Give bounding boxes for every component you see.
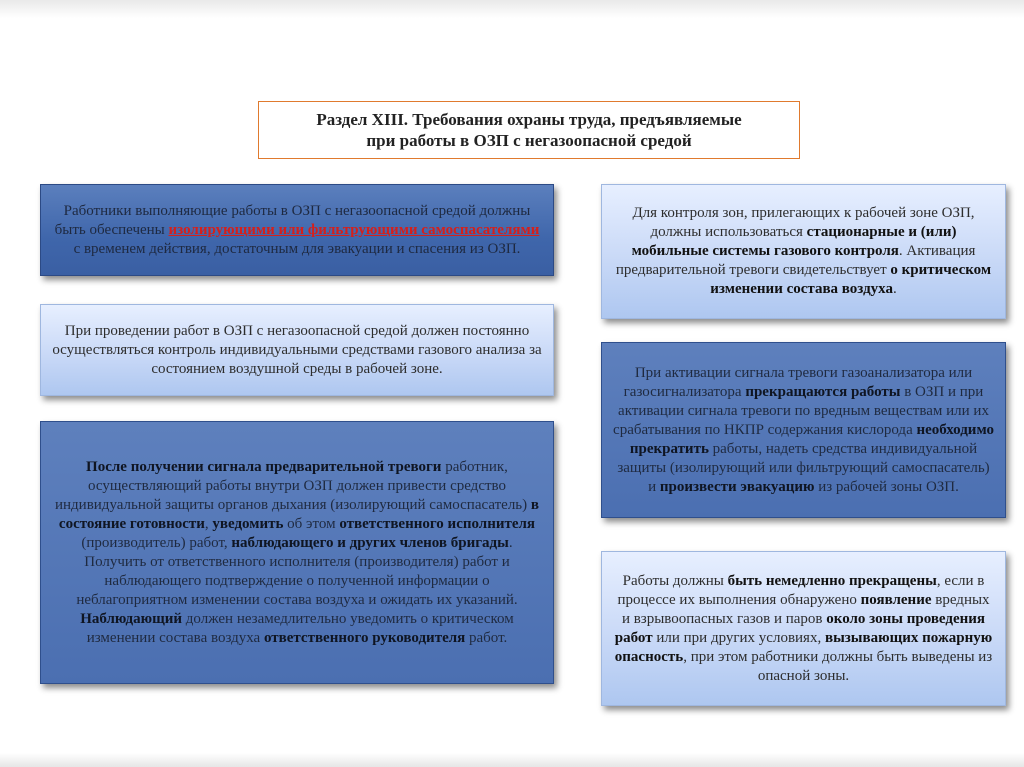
box4-text-2: . Активация предварительной тревоги свидетельствует <box>615 243 976 278</box>
section-title <box>258 101 800 159</box>
box6-bold-3: около зоны проведения работ <box>614 610 986 646</box>
title-line-1: Раздел XIII. Требования охраны труда, предъявляемые <box>316 110 742 129</box>
box1-text-2: с временем действия, достаточным для эвакуации и спасения из ОЗП. <box>73 240 521 257</box>
box6-text-5: , при этом работники должны быть выведены из опасной зоны. <box>683 648 993 684</box>
slide-top-shade <box>0 0 1024 18</box>
box6-text-3: вредных и взрывоопасных газов и паров <box>621 591 990 627</box>
box3-text-5: . Получить от ответственного исполнителя (производителя) работ и наблюдающего подтверждение о полученной информации о неблагоприятном изменении состава воздуха и ожидать их указаний. <box>76 534 518 608</box>
self-rescuer-requirement-box <box>40 184 554 276</box>
box3-bold-6: Наблюдающий <box>80 610 183 627</box>
box6-bold-4: вызывающих пожарную опасность <box>614 629 993 665</box>
box6-bold-1: быть немедленно прекращены <box>727 572 937 589</box>
box5-text-2: в ОЗП и при активации сигнала тревоги по вредным веществам или их срабатывания по НКПР содержания кислорода <box>613 383 989 438</box>
box3-bold-7: ответственного руководителя <box>263 629 466 646</box>
box5-text-4: из рабочей зоны ОЗП. <box>814 478 959 495</box>
box1-text-1: Работники выполняющие работы в ОЗП с негазоопасной средой должны быть обеспечены <box>54 202 531 238</box>
box6-bold-2: появление <box>860 591 932 608</box>
box5-text-1: При активации сигнала тревоги газоанализатора или газосигнализатора <box>623 364 973 400</box>
stationary-gas-control-box <box>601 184 1006 319</box>
box6-text-4: или при других условиях, <box>652 629 825 646</box>
box6-text-1: Работы должны <box>622 572 728 589</box>
box4-text-1: Для контроля зон, прилегающих к рабочей зоне ОЗП, должны использоваться <box>632 205 975 240</box>
box4-bold-2: о критическом изменении состава воздуха <box>710 262 992 297</box>
box4-bold-1: стационарные и (или) мобильные системы газового контроля <box>631 224 957 259</box>
box3-text-2: , <box>204 515 213 532</box>
box5-text-3: работы, надеть средства индивидуальной защиты (изолирующий или фильтрующий самоспасатель) и <box>617 440 990 495</box>
box3-text-6: должен незамедлительно уведомить о критическом изменении состава воздуха <box>86 610 514 646</box>
box3-bold-1: После получении сигнала предварительной тревоги <box>86 458 442 475</box>
box3-bold-2: в состояние готовности <box>58 496 539 532</box>
box4-text-3: . <box>892 281 897 297</box>
title-line-2: при работы в ОЗП с негазоопасной средой <box>366 131 692 150</box>
pre-alarm-procedure-box <box>40 421 554 684</box>
box5-bold-1: прекращаются работы <box>745 383 901 400</box>
box3-bold-3: уведомить <box>212 515 284 532</box>
box2-text: При проведении работ в ОЗП с негазоопасной средой должен постоянно осуществляться контроль индивидуальными средствами газового анализа за состоянием воздушной среды в рабочей зоне. <box>52 322 542 377</box>
slide-bottom-shade <box>0 753 1024 767</box>
stop-work-conditions-box <box>601 551 1006 706</box>
box5-bold-3: произвести эвакуацию <box>659 478 815 495</box>
box3-text-7: работ. <box>465 629 508 646</box>
box6-text-2: , если в процессе их выполнения обнаружено <box>617 572 985 608</box>
box3-bold-4: ответственного исполнителя <box>339 515 536 532</box>
gas-analysis-control-box <box>40 304 554 396</box>
alarm-activation-box <box>601 342 1006 518</box>
box3-text-3: об этом <box>283 515 340 532</box>
box3-text-1: работник, осуществляющий работы внутри ОЗП должен привести средство индивидуальной защиты органов дыхания (изолирующий самоспасатель) <box>54 458 531 513</box>
box3-bold-5: наблюдающего и других членов бригады <box>231 534 509 551</box>
box1-highlight: изолирующими или фильтрующими самоспасателями <box>168 221 540 238</box>
box3-text-4: (производитель) работ, <box>81 534 232 551</box>
box5-bold-2: необходимо прекратить <box>629 421 994 457</box>
